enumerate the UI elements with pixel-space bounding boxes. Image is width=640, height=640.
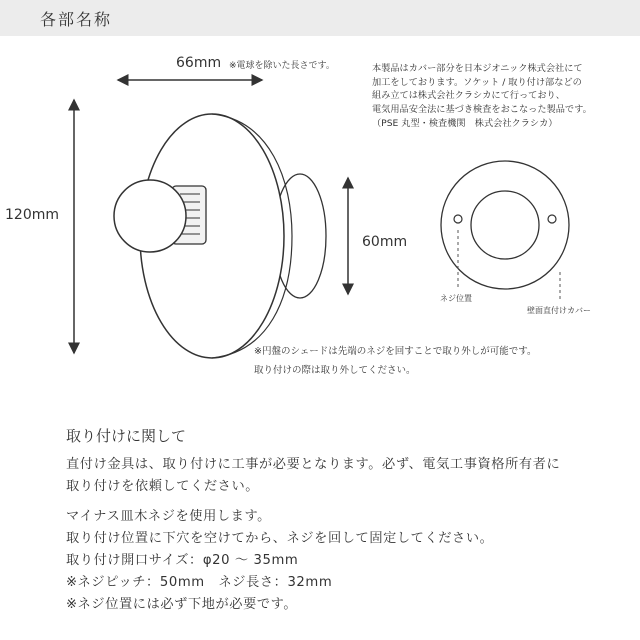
wall-plate-opening — [471, 191, 539, 259]
paragraph-line: 取り付け位置に下穴を空けてから、ネジを回して固定してください。 — [66, 531, 494, 546]
screw-hole-left — [454, 215, 462, 223]
install-paragraph-1 — [66, 454, 626, 498]
paragraph-line: 取り付け開口サイズ：φ20 ～ 35mm — [66, 553, 299, 568]
width-note: ※電球を除いた長さです。 — [229, 61, 335, 71]
paragraph-line: マイナス皿木ネジを使用します。 — [66, 509, 271, 524]
shade-note: ※円盤のシェードは先端のネジを回すことで取り外しが可能です。 — [254, 346, 537, 357]
wall-cover-label: 壁面直付けカバー — [527, 306, 591, 315]
remove-note: 取り付けの際は取り外してください。 — [254, 365, 416, 376]
product-note-line: （PSE 丸型・検査機関 株式会社クラシカ） — [372, 117, 558, 129]
paragraph-line: ※ネジ位置には必ず下地が必要です。 — [66, 597, 298, 612]
paragraph-line: 直付け金具は、取り付けに工事が必要となります。必ず、電気工事資格所有者に — [66, 457, 561, 472]
product-note-line: 電気用品安全法に基づき検査をおこなった製品です。 — [372, 104, 592, 116]
screw-hole-right — [548, 215, 556, 223]
install-title: 取り付けに関して — [66, 427, 187, 445]
width-label: 66mm — [176, 55, 222, 71]
depth-label: 60mm — [362, 234, 408, 250]
product-note-line: 加工をしております。ソケット / 取り付け部などの — [372, 76, 582, 88]
paragraph-line: ※ネジピッチ：50mm ネジ長さ：32mm — [66, 575, 333, 590]
install-section — [66, 425, 626, 616]
product-note-line: 組み立ては株式会社クラシカにて行っており、 — [372, 90, 565, 102]
paragraph-line: 取り付けを依頼してください。 — [66, 479, 260, 494]
product-note — [372, 62, 632, 131]
header-band — [0, 0, 640, 36]
height-label: 120mm — [5, 207, 59, 223]
product-note-line: 本製品はカバー部分を日本ジオニック株式会社にて — [372, 63, 583, 74]
screw-position-label: ネジ位置 — [440, 294, 472, 303]
install-paragraph-2 — [66, 506, 626, 616]
bulb — [114, 180, 186, 252]
page-title: 各部名称 — [40, 10, 113, 29]
